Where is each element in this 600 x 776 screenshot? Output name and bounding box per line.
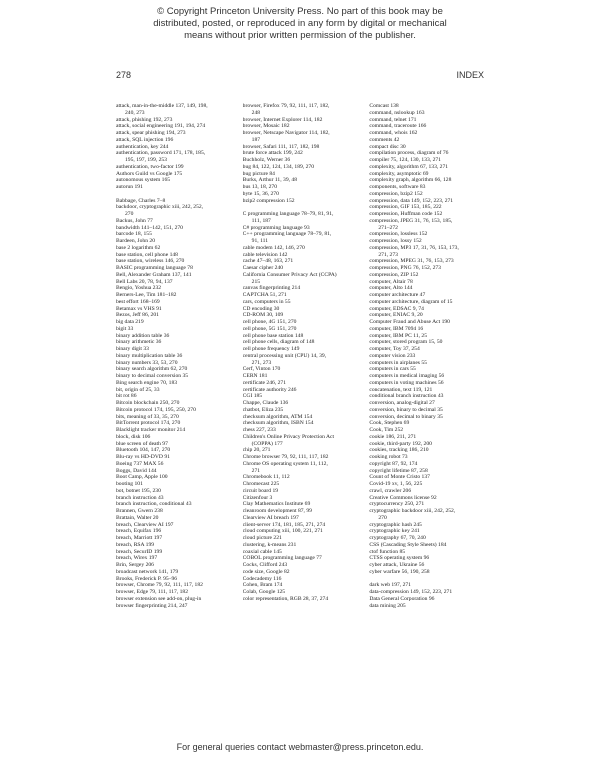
index-entry: attack, man-in-the-middle 137, 149, 198,: [116, 103, 208, 109]
index-entry: complexity, asymptotic 69: [369, 170, 429, 177]
index-entry: bigit 33: [116, 325, 134, 332]
index-entry: breach, Equifax 196: [116, 528, 162, 535]
index-entry: coaxial cable 145: [242, 548, 282, 555]
index-entry: browser, Chrome 79, 92, 111, 117, 182: [116, 582, 203, 589]
index-entry: cable television 142: [242, 251, 288, 258]
index-entry: browser, Edge 79, 111, 117, 182: [116, 589, 189, 595]
page-header: [116, 70, 484, 80]
index-entry: browser fingerprinting 214, 247: [116, 602, 188, 609]
index-entry: command, nslookup 163: [369, 109, 425, 116]
index-entry: data-compression 149, 152, 223, 271: [369, 589, 453, 595]
index-entry: cryptographic backdoor xiii, 242, 252,: [369, 508, 456, 514]
footer-contact: For general queries contact webmaster@press.princeton.edu.: [176, 742, 424, 752]
index-entry: checksum algorithm, ISBN 154: [242, 420, 314, 427]
index-entry: comments 42: [369, 136, 400, 143]
index-entry: chess 227, 233: [242, 427, 276, 433]
index-entry: cell phone, 5G 151, 270: [242, 325, 297, 332]
index-entry: browser extension see add-on, plug-in: [116, 595, 202, 602]
index-column-3: [369, 103, 496, 743]
copyright-line: means without prior written permission of the publisher.: [184, 30, 416, 41]
index-subline: 195, 197, 199, 253: [125, 157, 167, 163]
index-entry: breach, Clearview AI 197: [116, 521, 174, 528]
index-entry: branch instruction, conditional 43: [116, 501, 192, 508]
index-entry: computer, EDSAC 9, 74: [369, 305, 424, 312]
copyright-line: distributed, posted, or reproduced in any form by digital or mechanical: [153, 18, 447, 29]
index-entry: byte 15, 36, 270: [242, 190, 279, 197]
index-entry: cyber attack, Ukraine 56: [369, 562, 425, 568]
index-entry: Chromebook 11, 112: [242, 474, 290, 481]
index-entry: computer, stored program 15, 50: [369, 339, 443, 346]
index-entry: Bezos, Jeff 86, 201: [116, 312, 159, 319]
index-entry: CSS (Cascading Style Sheets) 184: [369, 541, 447, 548]
index-entry: data mining 205: [369, 602, 406, 609]
running-head: INDEX: [456, 70, 484, 80]
index-entry: computer architecture, diagram of 15: [369, 298, 453, 305]
index-entry: backdoor, cryptographic xiii, 242, 252,: [116, 204, 204, 211]
index-entry: Chrome OS operating system 11, 112,: [242, 460, 328, 467]
index-entry: computer, Toy 37, 254: [369, 346, 420, 352]
index-entry: conversion, analog-digital 27: [369, 400, 435, 406]
index-entry: Chromecast 225: [242, 481, 280, 487]
index-subline: 215: [251, 278, 261, 285]
index-entry: chip 20, 271: [242, 447, 271, 454]
index-entry: command, whois 162: [369, 130, 418, 136]
index-entry: Bell, Alexander Graham 137, 141: [116, 271, 192, 278]
index-subline: 91, 111: [251, 238, 269, 244]
index-entry: Data General Corporation 96: [369, 595, 435, 602]
index-entry: CD-ROM 30, 109: [242, 312, 284, 319]
index-entry: binary to decimal conversion 35: [116, 373, 189, 379]
index-entry: Count of Monte Cristo 137: [369, 474, 430, 481]
index-entry: authentication, two-factor 199: [116, 163, 184, 170]
index-entry: computers in voting machines 56: [369, 379, 444, 386]
index-entry: broadcast network 141, 179: [116, 568, 179, 575]
index-entry: attack, spear phishing 194, 273: [116, 130, 186, 136]
index-entry: booting 101: [116, 481, 143, 487]
index-entry: base station, cell phone 148: [116, 251, 178, 258]
index-entry: breach, Wirex 197: [116, 555, 158, 562]
index-entry: Brattain, Walter 20: [116, 514, 159, 521]
index-entry: Brannen, Gwern 238: [116, 508, 163, 514]
index-entry: command, telnet 171: [369, 116, 417, 123]
index-entry: CD encoding 30: [242, 305, 280, 312]
index-entry: conversion, binary to decimal 35: [369, 406, 443, 413]
index-entry: copyright lifetime 87, 258: [369, 467, 428, 474]
index-entry: COBOL programming language 77: [242, 555, 322, 562]
index-entry: Buchholz, Werner 36: [242, 157, 291, 163]
index-entry: Covid-19 xv, 1, 56, 225: [369, 481, 423, 487]
index-entry: canvas fingerprinting 214: [242, 285, 301, 292]
index-entry: cloud picture 221: [242, 535, 282, 541]
index-entry: cookies, tracking 186, 210: [369, 447, 429, 454]
index-entry: Bardeen, John 20: [116, 238, 155, 244]
index-entry: Cook, Stephen 69: [369, 420, 410, 427]
index-entry: CTSS operating system 96: [369, 555, 430, 562]
index-entry: bit, origin of 25, 33: [116, 386, 160, 393]
index-entry: Clearview AI breach 197: [242, 514, 299, 521]
index-entry: bits, meaning of 33, 35, 270: [116, 413, 179, 420]
index-entry: cryptography 67, 70, 240: [369, 535, 426, 541]
index-entry: binary multiplication table 36: [116, 352, 183, 359]
index-entry: CAPTCHA 51, 271: [242, 292, 287, 298]
index-entry: Boggs, David 144: [116, 467, 157, 474]
index-entry: conditional branch instruction 43: [369, 393, 444, 400]
index-entry: compression, lossy 152: [369, 238, 422, 244]
index-subline: 111, 187: [251, 217, 271, 224]
index-entry: browser, Internet Explorer 114, 182: [242, 116, 323, 123]
index-entry: authentication, password 171, 178, 185,: [116, 150, 206, 157]
index-entry: Backus, John 77: [116, 217, 153, 224]
index-entry: compression, ZIP 152: [369, 271, 419, 278]
index-entry: copyright 87, 92, 174: [369, 460, 418, 467]
index-entry: dark web 197, 271: [369, 582, 411, 589]
index-entry: attack, SQL injection 196: [116, 136, 174, 143]
index-entry: Bluetooth 104, 147, 270: [116, 447, 171, 454]
index-entry: best effort 168–169: [116, 298, 160, 305]
index-entry: Colab, Google 125: [242, 589, 286, 595]
index-entry: breach, SecurID 199: [116, 548, 163, 555]
index-entry: cars, computers in 55: [242, 298, 291, 305]
index-entry: bot, botnet 195, 230: [116, 487, 161, 494]
index-entry: browser, Mosaic 182: [242, 123, 290, 130]
index-entry: computer vision 233: [369, 352, 416, 359]
index-entry: Bitcoin protocol 174, 195, 250, 270: [116, 406, 196, 413]
index-entry: command, traceroute 166: [369, 123, 427, 130]
index-entry: Boeing 737 MAX 56: [116, 460, 164, 467]
index-subline: 270: [378, 514, 387, 521]
index-entry: Cohen, Bram 174: [242, 582, 283, 589]
index-entry: Cerf, Vinton 170: [242, 366, 281, 373]
index-entry: clustering, k-means 231: [242, 541, 297, 548]
index-entry: Berners-Lee, Tim 181–182: [116, 292, 177, 298]
index-entry: concatenation, text 119, 121: [369, 386, 433, 393]
index-subline: 240, 273: [125, 109, 145, 116]
index-entry: Children's Online Privacy Protection Act: [242, 433, 335, 440]
index-entry: C# programming language 93: [242, 224, 310, 231]
index-entry: cell phone cells, diagram of 148: [242, 339, 315, 346]
index-entry: bit rot 86: [116, 393, 137, 400]
index-entry: base 2 logarithm 62: [116, 244, 161, 251]
index-entry: compression, JPEG 31, 76, 153, 185,: [369, 217, 453, 224]
index-entry: cookie, third-party 192, 200: [369, 440, 432, 447]
index-entry: certificate 246, 271: [242, 379, 287, 386]
index-entry: compression, lossless 152: [369, 231, 428, 238]
copyright-notice: [0, 6, 600, 42]
index-entry: cyber warfare 56, 190, 258: [369, 568, 430, 575]
index-entry: cleanroom development 87, 99: [242, 508, 312, 514]
index-entry: computer, Alto 144: [369, 285, 413, 292]
index-entry: Bengio, Yoshua 232: [116, 285, 162, 292]
index-entry: Chrome browser 79, 92, 111, 117, 182: [242, 454, 329, 460]
index-entry: binary digit 33: [116, 346, 149, 352]
index-columns: [116, 103, 496, 743]
index-entry: color representation, RGB 28, 37, 274: [242, 595, 329, 602]
index-entry: computer, Altair 78: [369, 278, 413, 285]
index-column-2: [243, 103, 370, 743]
index-entry: barcode 18, 155: [116, 231, 152, 238]
index-entry: bus 13, 18, 270: [242, 184, 278, 190]
index-entry: CGI 185: [242, 393, 263, 400]
index-entry: ctof function 85: [369, 548, 406, 555]
index-entry: Cocks, Clifford 243: [242, 562, 288, 568]
index-entry: binary search algorithm 62, 270: [116, 366, 188, 373]
index-entry: browser, Safari 111, 117, 182, 198: [242, 143, 320, 150]
index-entry: blue screen of death 97: [116, 440, 168, 447]
index-entry: C++ programming language 78–79, 81,: [242, 231, 332, 238]
copyright-line: © Copyright Princeton University Press. No part of this book may be: [157, 6, 443, 17]
index-entry: Bell Labs 20, 78, 94, 137: [116, 278, 173, 285]
index-entry: Computer Fraud and Abuse Act 190: [369, 319, 450, 325]
index-entry: cryptographic key 241: [369, 528, 420, 535]
index-entry: certificate authority 246: [242, 386, 297, 393]
index-entry: autonomous system 165: [116, 177, 171, 184]
index-entry: compression, PNG 76, 152, 273: [369, 265, 441, 271]
index-entry: components, software 83: [369, 184, 426, 190]
index-entry: cooking robot 73: [369, 454, 408, 460]
index-entry: cookie 186, 211, 271: [369, 433, 417, 440]
index-subline: (COPPA) 177: [251, 440, 283, 447]
index-entry: Codecademy 116: [242, 575, 282, 582]
index-entry: crawl, crawler 206: [369, 487, 412, 494]
index-entry: central processing unit (CPU) 14, 39,: [242, 352, 327, 359]
index-entry: CERN 181: [242, 373, 268, 379]
index-entry: cell phone frequency 149: [242, 346, 300, 352]
index-entry: Babbage, Charles 7–8: [116, 197, 166, 204]
index-entry: circuit board 19: [242, 487, 279, 494]
index-entry: compression, MPEG 31, 76, 153, 273: [369, 258, 454, 265]
index-entry: compression, data 149, 152, 223, 271: [369, 197, 454, 204]
index-entry: big data 219: [116, 319, 144, 325]
index-entry: block, disk 106: [116, 433, 151, 440]
index-entry: Creative Commons license 92: [369, 494, 437, 501]
index-entry: compression, MP3 17, 31, 76, 153, 173,: [369, 244, 459, 251]
page-number: 278: [116, 70, 132, 80]
index-entry: compression, GIF 153, 185, 222: [369, 204, 442, 211]
index-entry: browser, Netscape Navigator 114, 182,: [242, 130, 330, 136]
index-entry: C programming language 78–79, 81, 91,: [242, 211, 334, 217]
index-entry: branch instruction 43: [116, 494, 164, 501]
index-entry: Cook, Tim 252: [369, 427, 404, 433]
index-entry: autorun 191: [116, 184, 143, 190]
index-subline: 271: [251, 467, 261, 474]
index-entry: computers in cars 55: [369, 366, 416, 373]
index-entry: compilation process, diagram of 76: [369, 150, 449, 157]
index-entry: code size, Google 82: [242, 568, 290, 575]
index-entry: BitTorrent protocol 174, 270: [116, 420, 181, 427]
index-subline: 248: [251, 109, 261, 116]
index-entry: bzip2 compression 152: [242, 197, 295, 204]
index-entry: cryptographic hash 245: [369, 521, 422, 528]
index-entry: California Consumer Privacy Act (CCPA): [242, 271, 337, 278]
index-entry: computer, ENIAC 9, 20: [369, 312, 423, 319]
index-entry: bug 84, 122, 124, 134, 189, 270: [242, 163, 314, 170]
index-entry: compression, Huffman code 152: [369, 211, 443, 217]
index-entry: attack, phishing 192, 273: [116, 116, 173, 123]
index-entry: Bitcoin blockchain 250, 270: [116, 400, 180, 406]
index-entry: Burks, Arthur 11, 39, 48: [242, 177, 298, 184]
index-entry: Boot Camp, Apple 100: [116, 474, 168, 481]
index-entry: cell phone base station 148: [242, 332, 304, 339]
index-entry: cable modem 142, 146, 270: [242, 244, 305, 251]
index-entry: breach, Marriott 197: [116, 535, 163, 541]
index-entry: Clay Mathematics Institute 69: [242, 501, 311, 508]
index-entry: browser, Firefox 79, 92, 111, 117, 182,: [242, 103, 330, 109]
index-entry: cryptocurrency 250, 271: [369, 501, 425, 508]
index-entry: Bing search engine 70, 183: [116, 379, 178, 386]
index-column-1: [116, 103, 243, 743]
index-entry: base station, wireless 146, 270: [116, 258, 185, 265]
index-entry: compact disc 30: [369, 143, 406, 150]
index-entry: bandwidth 141–142, 151, 270: [116, 224, 183, 231]
index-entry: conversion, decimal to binary 35: [369, 413, 443, 420]
index-entry: Blacklight tracker monitor 214: [116, 427, 186, 433]
index-entry: computers in medical imaging 56: [369, 373, 445, 379]
index-subline: 271, 273: [251, 359, 272, 366]
index-subline: 271–272: [378, 224, 398, 231]
index-entry: attack, social engineering 191, 194, 274: [116, 123, 206, 130]
index-entry: computer, IBM PC 11, 25: [369, 332, 428, 339]
index-subline: 187: [251, 136, 261, 143]
index-entry: Betamax vs VHS 91: [116, 305, 162, 312]
index-entry: binary arithmetic 36: [116, 339, 162, 346]
index-entry: compiler 75, 124, 130, 133, 271: [369, 157, 441, 163]
index-entry: Chappe, Claude 136: [242, 400, 289, 406]
index-entry: breach, RSA 199: [116, 541, 155, 548]
index-entry: BASIC programming language 78: [116, 265, 193, 271]
index-entry: cloud computing xiii, 100, 221, 271: [242, 528, 323, 535]
index-subline: 270: [125, 211, 134, 217]
index-entry: client-server 174, 181, 185, 271, 274: [242, 521, 326, 528]
index-entry: Brin, Sergey 206: [116, 562, 154, 568]
index-entry: computer, IBM 7094 16: [369, 325, 424, 332]
index-entry: complexity, algorithm 67, 133, 271: [369, 163, 449, 170]
index-entry: authentication, key 244: [116, 143, 169, 150]
index-entry: Citizenfour 3: [242, 494, 273, 501]
index-entry: Brooks, Frederick P. 95–96: [116, 575, 178, 582]
index-entry: chatbot, Eliza 235: [242, 406, 284, 413]
index-entry: checksum algorithm, ATM 154: [242, 413, 313, 420]
index-entry: bug picture 84: [242, 170, 275, 177]
index-subline: 271, 273: [378, 251, 398, 258]
index-entry: binary addition table 36: [116, 332, 170, 339]
index-entry: brute force attack 199, 242: [242, 150, 303, 157]
index-entry: Comcast 138: [369, 103, 399, 109]
index-entry: computers in airplanes 55: [369, 359, 427, 366]
index-entry: Caesar cipher 240: [242, 265, 284, 271]
index-entry: Authors Guild vs Google 175: [116, 170, 183, 177]
index-entry: complexity graph, algorithm 66, 128: [369, 177, 452, 184]
index-entry: Blu-ray vs HD-DVD 91: [116, 454, 170, 460]
index-entry: cell phone, 4G 151, 270: [242, 319, 297, 325]
index-entry: computer architecture 47: [369, 292, 426, 298]
index-entry: compression, bzip2 152: [369, 190, 423, 197]
index-entry: binary numbers 33, 53, 270: [116, 359, 178, 366]
index-entry: cache 47–48, 163, 271: [242, 258, 294, 265]
